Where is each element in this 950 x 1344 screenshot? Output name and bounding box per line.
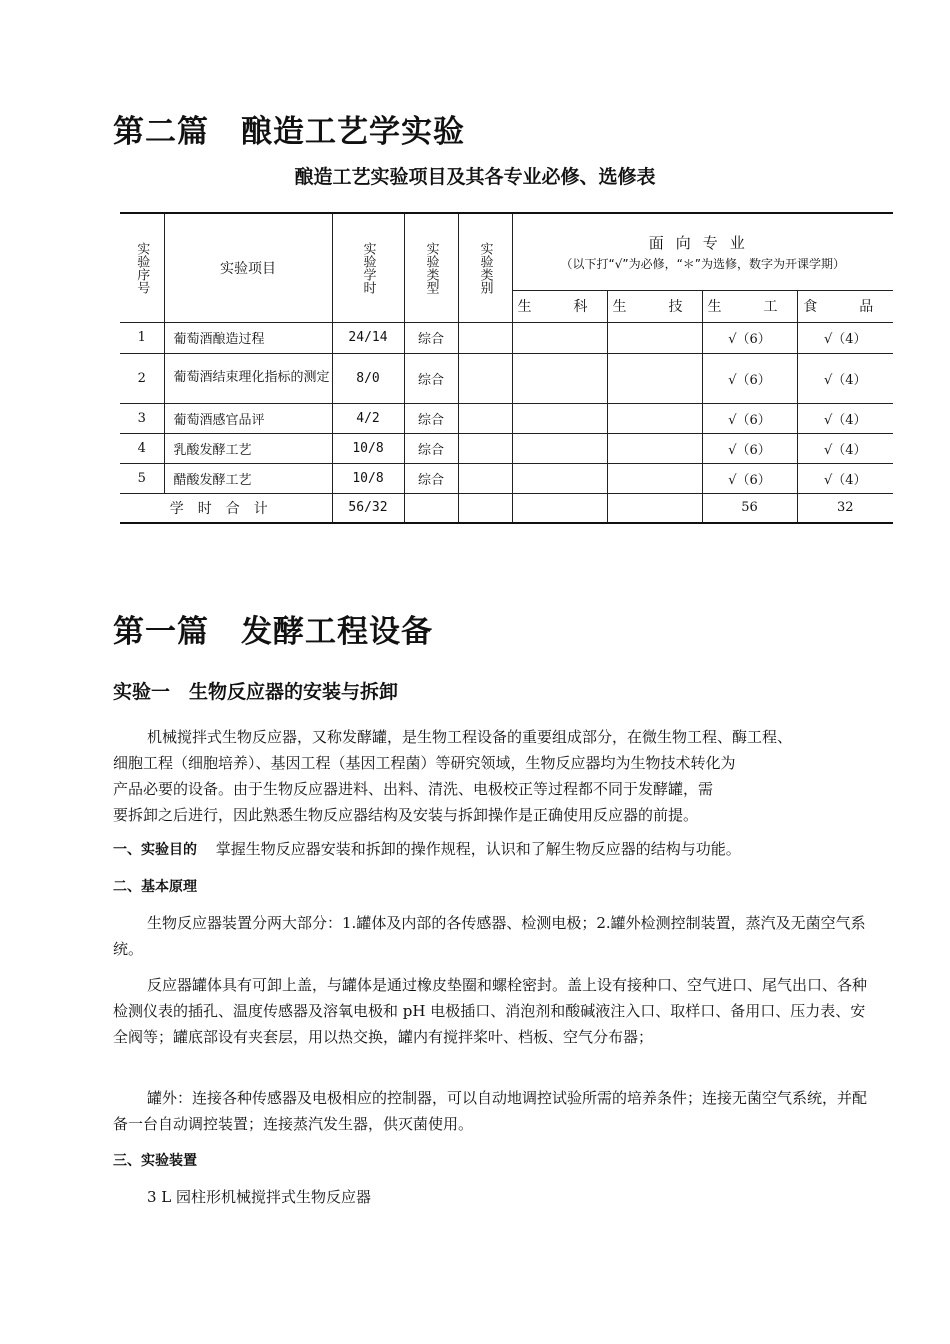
principle-p2: 反应器罐体具有可卸上盖，与罐体是通过橡皮垫圈和螺栓密封。盖上设有接种口、空气进口、尾气出口、各种检测仪表的插孔、温度传感器及溶氧电极和 pH 电极插口、消泡剂和酸碱液注入口、取样口、备用口、压力表、安全阀等；罐底部设有夹套层，用以热交换，罐内有搅拌桨叶、档板、空气分布器； [113,976,868,1046]
intro-paragraph: 机械搅拌式生物反应器，又称发酵罐，是生物工程设备的重要组成部分，在微生物工程、酶工程、 细胞工程（细胞培养）、基因工程（基因工程菌）等研究领域，生物反应器均为生物技术转化为 产品必要的设备。由于生物反应器进料、出料、清洗、电极校正等过程都不同于发酵罐，需 要拆卸之后进行，因此熟悉生物反应器结构及安装与拆卸操作是正确使用反应器的前提。 [113,728,793,824]
table-cell [607,353,702,403]
principle-label: 二、基本原理 [113,879,197,895]
major-shipin: 食 品 [797,290,893,322]
table-cell: √（6） [702,463,797,493]
table-row [120,403,893,433]
table-cell [458,433,512,463]
table-cell: 4/2 [332,403,404,433]
table-cell: 葡萄酒结束理化指标的测定 [164,353,332,403]
table-cell: √（4） [797,322,893,353]
table-cell: 10/8 [332,433,404,463]
table-cell [512,463,607,493]
table-cell: 乳酸发酵工艺 [164,433,332,463]
table-cell: 综合 [404,322,458,353]
header-facing [512,213,893,290]
table-row [120,463,893,493]
table-cell: √（6） [702,433,797,463]
table-cell: 3 [120,403,164,433]
total-shipin: 32 [797,493,893,523]
major-shenggong: 生 工 [702,290,797,322]
course-table [120,212,893,524]
table-cell: 1 [120,322,164,353]
header-hours: 实验学时 [332,213,404,322]
total-hours: 56/32 [332,493,404,523]
header-seq: 实验序号 [120,213,164,322]
table-cell [512,403,607,433]
table-cell [458,322,512,353]
table-cell [607,403,702,433]
table-cell [458,353,512,403]
table-cell: √（4） [797,403,893,433]
major-shengke: 生 科 [512,290,607,322]
table-cell: 葡萄酒酿造过程 [164,322,332,353]
table-cell: 综合 [404,463,458,493]
principle-p3: 罐外：连接各种传感器及电极相应的控制器，可以自动地调控试验所需的培养条件；连接无菌空气系统，并配备一台自动调控装置；连接蒸汽发生器，供灭菌使用。 [113,1089,868,1133]
total-shenggong: 56 [702,493,797,523]
table-cell: 8/0 [332,353,404,403]
table-row [120,353,893,403]
header-category: 实验类别 [458,213,512,322]
apparatus-text: 3 L 园柱形机械搅拌式生物反应器 [147,1188,372,1206]
table-cell: 4 [120,433,164,463]
principle-p1: 生物反应器装置分两大部分：1.罐体及内部的各传感器、检测电极；2.罐外检测控制装置，蒸汽及无菌空气系统。 [113,914,866,958]
part1-title: 第一篇 发酵工程设备 [113,614,433,650]
table-cell: 综合 [404,353,458,403]
major-shengji: 生 技 [607,290,702,322]
table-cell: √（6） [702,322,797,353]
table-total-row [120,493,893,523]
table-cell: 醋酸发酵工艺 [164,463,332,493]
table-cell: √（6） [702,403,797,433]
table-cell: √（4） [797,433,893,463]
facing-note: （以下打“√”为必修，“＊”为选修，数字为开课学期） [560,257,845,272]
table-cell: 10/8 [332,463,404,493]
purpose-line [113,836,873,863]
table-cell [512,353,607,403]
table-cell: √（4） [797,353,893,403]
table-cell: 2 [120,353,164,403]
apparatus-label: 三、实验装置 [113,1153,197,1169]
purpose-text: 掌握生物反应器安装和拆卸的操作规程，认识和了解生物反应器的结构与功能。 [215,840,741,858]
table-cell [607,433,702,463]
table-row [120,433,893,463]
table-cell: 5 [120,463,164,493]
table-cell [512,322,607,353]
header-type: 实验类型 [404,213,458,322]
table-cell [458,403,512,433]
facing-label: 面向专业 [648,234,757,253]
table-cell: 葡萄酒感官品评 [164,403,332,433]
table-cell [458,463,512,493]
purpose-label: 一、实验目的 [113,842,197,858]
table-row [120,322,893,353]
table-cell [607,463,702,493]
total-label: 学时合计 [120,493,332,523]
part2-title: 第二篇 酿造工艺学实验 [113,114,465,150]
table-cell [607,322,702,353]
table-cell: √（4） [797,463,893,493]
table-title: 酿造工艺实验项目及其各专业必修、选修表 [294,166,656,188]
table-cell [512,433,607,463]
table-cell: 综合 [404,403,458,433]
experiment-title: 实验一 生物反应器的安装与拆卸 [113,681,399,703]
table-cell: √（6） [702,353,797,403]
table-cell: 综合 [404,433,458,463]
header-project: 实验项目 [164,213,332,322]
table-cell: 24/14 [332,322,404,353]
